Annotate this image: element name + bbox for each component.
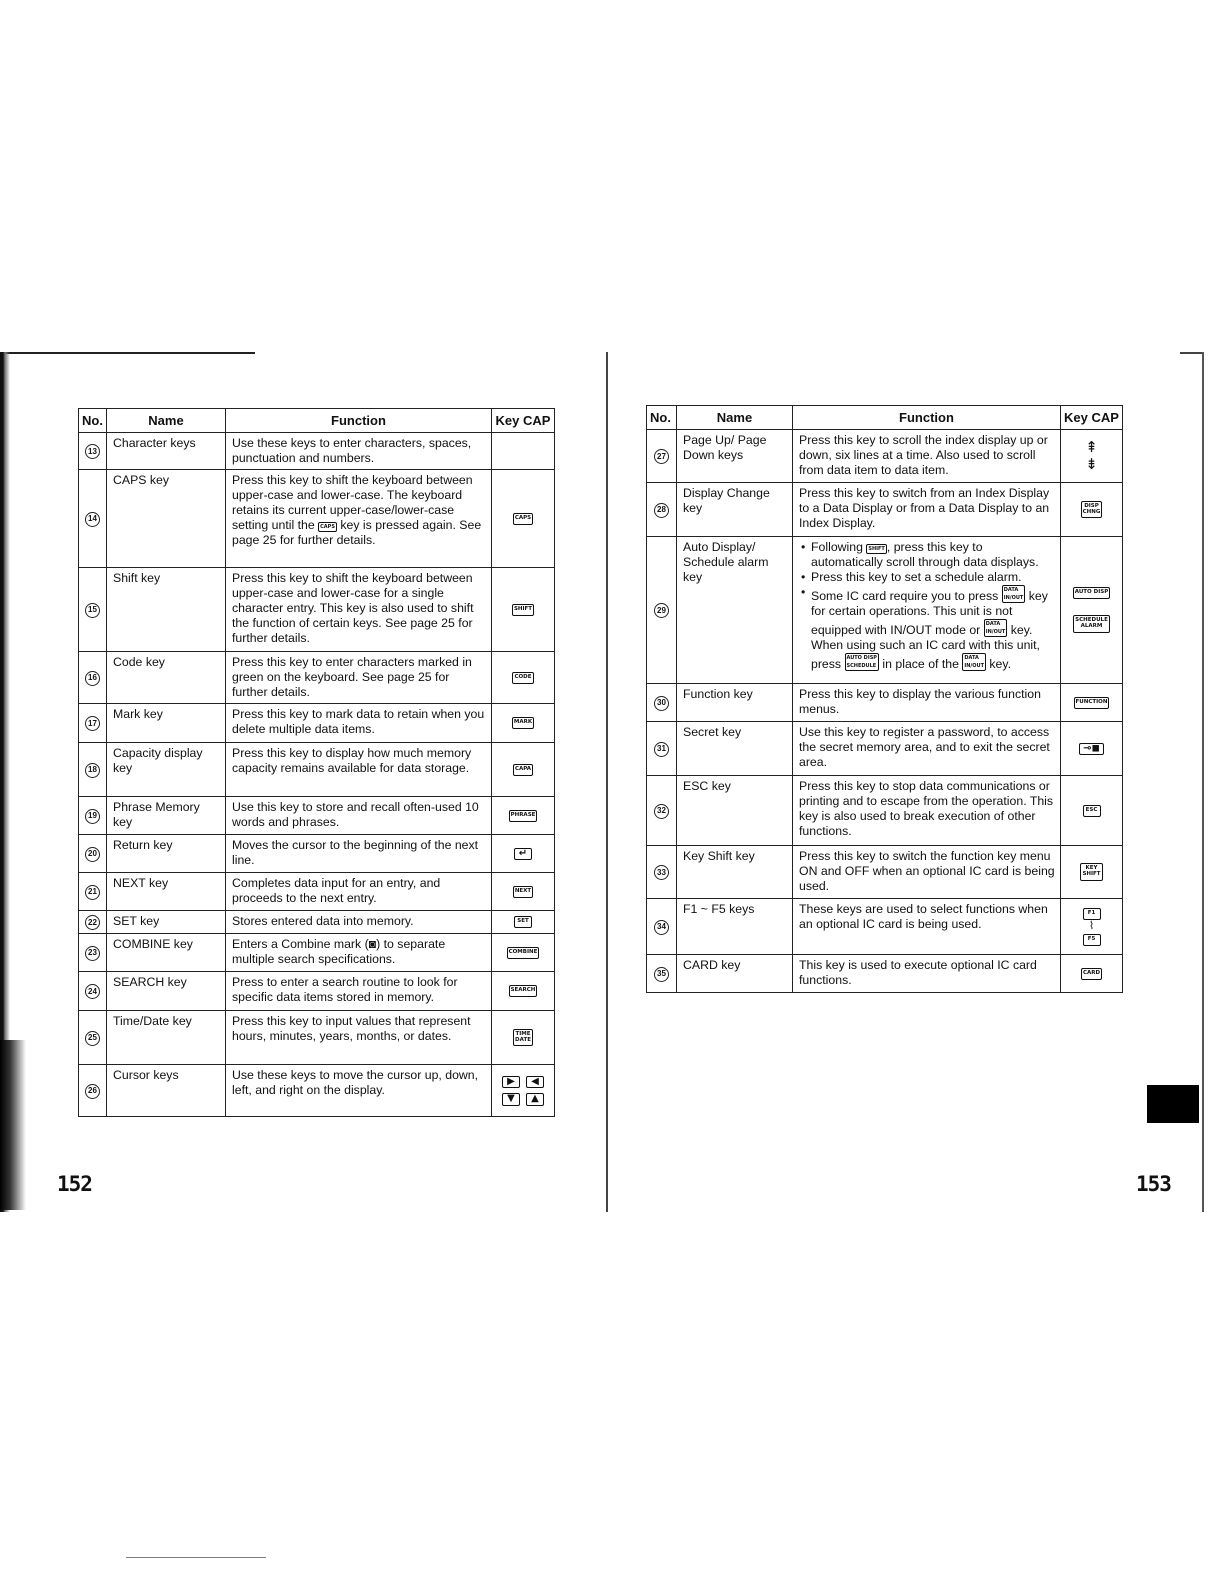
table-row bbox=[647, 483, 1123, 537]
item-number: 22 bbox=[85, 915, 100, 930]
header-name: Name bbox=[677, 406, 793, 430]
key-table-right bbox=[646, 405, 1123, 993]
item-number: 16 bbox=[85, 671, 100, 686]
key-name: COMBINE key bbox=[107, 934, 226, 972]
page-up-keycap-icon: ⇞ bbox=[1085, 439, 1098, 456]
header-function: Function bbox=[226, 409, 492, 433]
bullet-item: • Press this key to set a schedule alarm. bbox=[811, 570, 1055, 585]
item-number: 25 bbox=[85, 1031, 100, 1046]
key-name: CAPS key bbox=[107, 470, 226, 568]
table-row bbox=[79, 1065, 555, 1117]
item-number: 34 bbox=[654, 920, 669, 935]
key-function: These keys are used to select functions when an optional IC card is being used. bbox=[793, 899, 1061, 955]
right-page-edge bbox=[1202, 352, 1204, 1212]
item-number: 20 bbox=[85, 847, 100, 862]
cursor-left-keycap-icon: ◀ bbox=[526, 1076, 544, 1089]
key-function: Use this key to register a password, to access the secret memory area, and to exit the secret area. bbox=[793, 722, 1061, 776]
key-name: Capacity display key bbox=[107, 743, 226, 797]
binding-shadow bbox=[0, 1040, 26, 1210]
bullet-item: • Following SHIFT , press this key to automatically scroll through data displays. bbox=[811, 540, 1055, 570]
data-inout-key-icon: DATA IN/OUT bbox=[985, 621, 1006, 635]
key-function: This key is used to execute optional IC card functions. bbox=[793, 955, 1061, 993]
display-change-keycap-icon: DISP CHNG bbox=[1081, 501, 1103, 519]
item-number: 26 bbox=[85, 1084, 100, 1099]
item-number: 29 bbox=[654, 603, 669, 618]
key-name: CARD key bbox=[677, 955, 793, 993]
range-separator-icon: ⌇ bbox=[1088, 920, 1095, 932]
search-keycap-icon: SEARCH bbox=[509, 985, 538, 997]
table-row bbox=[647, 776, 1123, 846]
header-name: Name bbox=[107, 409, 226, 433]
item-number: 33 bbox=[654, 865, 669, 880]
data-inout-key-icon: DATA IN/OUT bbox=[1003, 587, 1024, 601]
combine-mark-icon: ◙ bbox=[368, 937, 377, 951]
esc-keycap-icon: ESC bbox=[1083, 805, 1101, 817]
header-keycap: Key CAP bbox=[492, 409, 555, 433]
function-text: key is pressed again. See page 25 for further details. bbox=[232, 518, 482, 547]
header-no: No. bbox=[79, 409, 107, 433]
cursor-down-keycap-icon: ▼ bbox=[502, 1093, 520, 1106]
table-row bbox=[647, 537, 1123, 684]
key-name: Display Change key bbox=[677, 483, 793, 537]
item-number: 14 bbox=[85, 512, 100, 527]
key-function: Press this key to input values that represent hours, minutes, years, months, or dates. bbox=[226, 1011, 492, 1065]
caps-keycap-icon: CAPS bbox=[513, 513, 533, 525]
key-function bbox=[226, 934, 492, 972]
key-name: Secret key bbox=[677, 722, 793, 776]
key-function: Press this key to enter characters marked in green on the keyboard. See page 25 for further details. bbox=[226, 652, 492, 704]
auto-display-keycap-icon: AUTO DISP bbox=[1073, 587, 1111, 599]
phrase-keycap-icon: PHRASE bbox=[509, 810, 538, 822]
key-function: Stores entered data into memory. bbox=[226, 911, 492, 934]
cursor-up-keycap-icon: ▲ bbox=[526, 1093, 544, 1106]
page-number-left: 152 bbox=[57, 1172, 92, 1196]
table-header-row bbox=[647, 406, 1123, 430]
next-keycap-icon: NEXT bbox=[513, 886, 533, 898]
key-function: Press this key to switch the function key menu ON and OFF when an optional IC card is being used. bbox=[793, 846, 1061, 899]
caps-key-icon: CAPS bbox=[320, 524, 335, 530]
key-name: Page Up/ Page Down keys bbox=[677, 430, 793, 483]
key-function: Press this key to mark data to retain when you delete multiple data items. bbox=[226, 704, 492, 743]
header-keycap: Key CAP bbox=[1061, 406, 1123, 430]
data-inout-key-icon: DATA IN/OUT bbox=[964, 655, 984, 669]
key-name: Code key bbox=[107, 652, 226, 704]
shift-keycap-icon: SHIFT bbox=[512, 604, 534, 616]
code-keycap-icon: CODE bbox=[512, 672, 533, 684]
function-text: Press this key to shift the keyboard between upper-case and lower-case. The keyboard retains its current upper-case/lower-case setting until the bbox=[232, 473, 473, 532]
function-bullet-list bbox=[799, 540, 1055, 672]
key-table-left bbox=[78, 408, 555, 1117]
header-function: Function bbox=[793, 406, 1061, 430]
key-function: Press this key to display how much memory capacity remains available for data storage. bbox=[226, 743, 492, 797]
thumb-index-tab bbox=[1147, 1085, 1199, 1123]
table-row bbox=[79, 835, 555, 873]
key-name: SET key bbox=[107, 911, 226, 934]
table-row bbox=[79, 652, 555, 704]
table-row bbox=[79, 797, 555, 835]
key-function: Press this key to switch from an Index Display to a Data Display or from a Data Display to an Index Display. bbox=[793, 483, 1061, 537]
key-function: Press this key to shift the keyboard between upper-case and lower-case for a single character entry. This key is also used to shift the function of certain keys. See page 25 for further details. bbox=[226, 568, 492, 652]
item-number: 18 bbox=[85, 763, 100, 778]
key-shift-keycap-icon: KEY SHIFT bbox=[1080, 863, 1102, 881]
table-row bbox=[647, 722, 1123, 776]
key-name: Return key bbox=[107, 835, 226, 873]
key-name: SEARCH key bbox=[107, 972, 226, 1011]
key-function bbox=[226, 470, 492, 568]
function-text: ) to separate multiple search specifications. bbox=[232, 937, 446, 966]
table-row bbox=[79, 1011, 555, 1065]
key-function: Moves the cursor to the beginning of the next line. bbox=[226, 835, 492, 873]
table-row bbox=[79, 704, 555, 743]
item-number: 17 bbox=[85, 716, 100, 731]
bullet-item: • Some IC card require you to press DATA IN/OUT key for certain operations. This unit is not equipped with IN/OUT mode or DATA IN/OUT key. When using such an IC card with this unit, press AUTO DISP SCHEDULE in place of the DATA IN/OUT key. bbox=[811, 585, 1055, 672]
item-number: 31 bbox=[654, 742, 669, 757]
item-number: 30 bbox=[654, 696, 669, 711]
key-name: Phrase Memory key bbox=[107, 797, 226, 835]
item-number: 27 bbox=[654, 449, 669, 464]
f1-keycap-icon: F1 bbox=[1083, 908, 1101, 920]
key-function: Press to enter a search routine to look for specific data items stored in memory. bbox=[226, 972, 492, 1011]
key-function: Press this key to stop data communications or printing and to escape from the operation. This key is also used to break execution of other functions. bbox=[793, 776, 1061, 846]
table-row bbox=[647, 430, 1123, 483]
item-number: 24 bbox=[85, 984, 100, 999]
mark-keycap-icon: MARK bbox=[512, 717, 534, 729]
table-row bbox=[79, 470, 555, 568]
function-text: Enters a Combine mark ( bbox=[232, 937, 369, 951]
table-row bbox=[79, 568, 555, 652]
key-function: Press this key to display the various function menus. bbox=[793, 684, 1061, 722]
shift-key-icon: SHIFT bbox=[868, 546, 885, 552]
key-name: Key Shift key bbox=[677, 846, 793, 899]
key-name: F1 ~ F5 keys bbox=[677, 899, 793, 955]
item-number: 28 bbox=[654, 503, 669, 518]
key-function: Use these keys to move the cursor up, down, left, and right on the display. bbox=[226, 1065, 492, 1117]
cursor-right-keycap-icon: ▶ bbox=[502, 1076, 520, 1089]
combine-keycap-icon: COMBINE bbox=[507, 947, 540, 959]
schedule-alarm-keycap-icon: SCHEDULE ALARM bbox=[1073, 615, 1110, 633]
secret-keycap-icon: ⊸◼ bbox=[1079, 743, 1104, 756]
table-row bbox=[647, 955, 1123, 993]
table-row bbox=[79, 934, 555, 972]
item-number: 35 bbox=[654, 967, 669, 982]
page-down-keycap-icon: ⇟ bbox=[1085, 456, 1098, 473]
table-row bbox=[79, 911, 555, 934]
key-name: NEXT key bbox=[107, 873, 226, 911]
table-row bbox=[79, 433, 555, 470]
item-number: 21 bbox=[85, 885, 100, 900]
key-name: ESC key bbox=[677, 776, 793, 846]
key-function: Use these keys to enter characters, spaces, punctuation and numbers. bbox=[226, 433, 492, 470]
time-date-keycap-icon: TIME DATE bbox=[513, 1029, 533, 1047]
f5-keycap-icon: F5 bbox=[1083, 934, 1101, 946]
key-function: Press this key to scroll the index display up or down, six lines at a time. Also used to scroll from data item to data item. bbox=[793, 430, 1061, 483]
table-row bbox=[79, 873, 555, 911]
item-number: 32 bbox=[654, 804, 669, 819]
key-name: Time/Date key bbox=[107, 1011, 226, 1065]
page-gutter bbox=[606, 352, 608, 1212]
key-name: Function key bbox=[677, 684, 793, 722]
item-number: 13 bbox=[85, 444, 100, 459]
set-keycap-icon: SET bbox=[514, 916, 532, 928]
capa-keycap-icon: CAPA bbox=[513, 764, 533, 776]
item-number: 23 bbox=[85, 946, 100, 961]
keycap-cell bbox=[492, 433, 555, 470]
table-row bbox=[647, 684, 1123, 722]
key-name: Character keys bbox=[107, 433, 226, 470]
footer-underline bbox=[126, 1557, 266, 1558]
function-keycap-icon: FUNCTION bbox=[1074, 697, 1110, 709]
card-keycap-icon: CARD bbox=[1081, 968, 1102, 980]
key-name: Cursor keys bbox=[107, 1065, 226, 1117]
right-top-rule bbox=[1180, 352, 1204, 354]
table-row bbox=[79, 972, 555, 1011]
auto-display-key-icon: AUTO DISP SCHEDULE bbox=[846, 655, 877, 669]
key-function bbox=[793, 537, 1061, 684]
table-header-row bbox=[79, 409, 555, 433]
key-function: Completes data input for an entry, and proceeds to the next entry. bbox=[226, 873, 492, 911]
item-number: 15 bbox=[85, 603, 100, 618]
top-rule bbox=[0, 352, 255, 354]
key-name: Mark key bbox=[107, 704, 226, 743]
table-row bbox=[647, 899, 1123, 955]
page-number-right: 153 bbox=[1136, 1172, 1171, 1196]
return-keycap-icon: ↵ bbox=[514, 848, 532, 861]
key-name: Shift key bbox=[107, 568, 226, 652]
table-row bbox=[79, 743, 555, 797]
item-number: 19 bbox=[85, 809, 100, 824]
key-function: Use this key to store and recall often-used 10 words and phrases. bbox=[226, 797, 492, 835]
table-row bbox=[647, 846, 1123, 899]
key-name: Auto Display/ Schedule alarm key bbox=[677, 537, 793, 684]
header-no: No. bbox=[647, 406, 677, 430]
